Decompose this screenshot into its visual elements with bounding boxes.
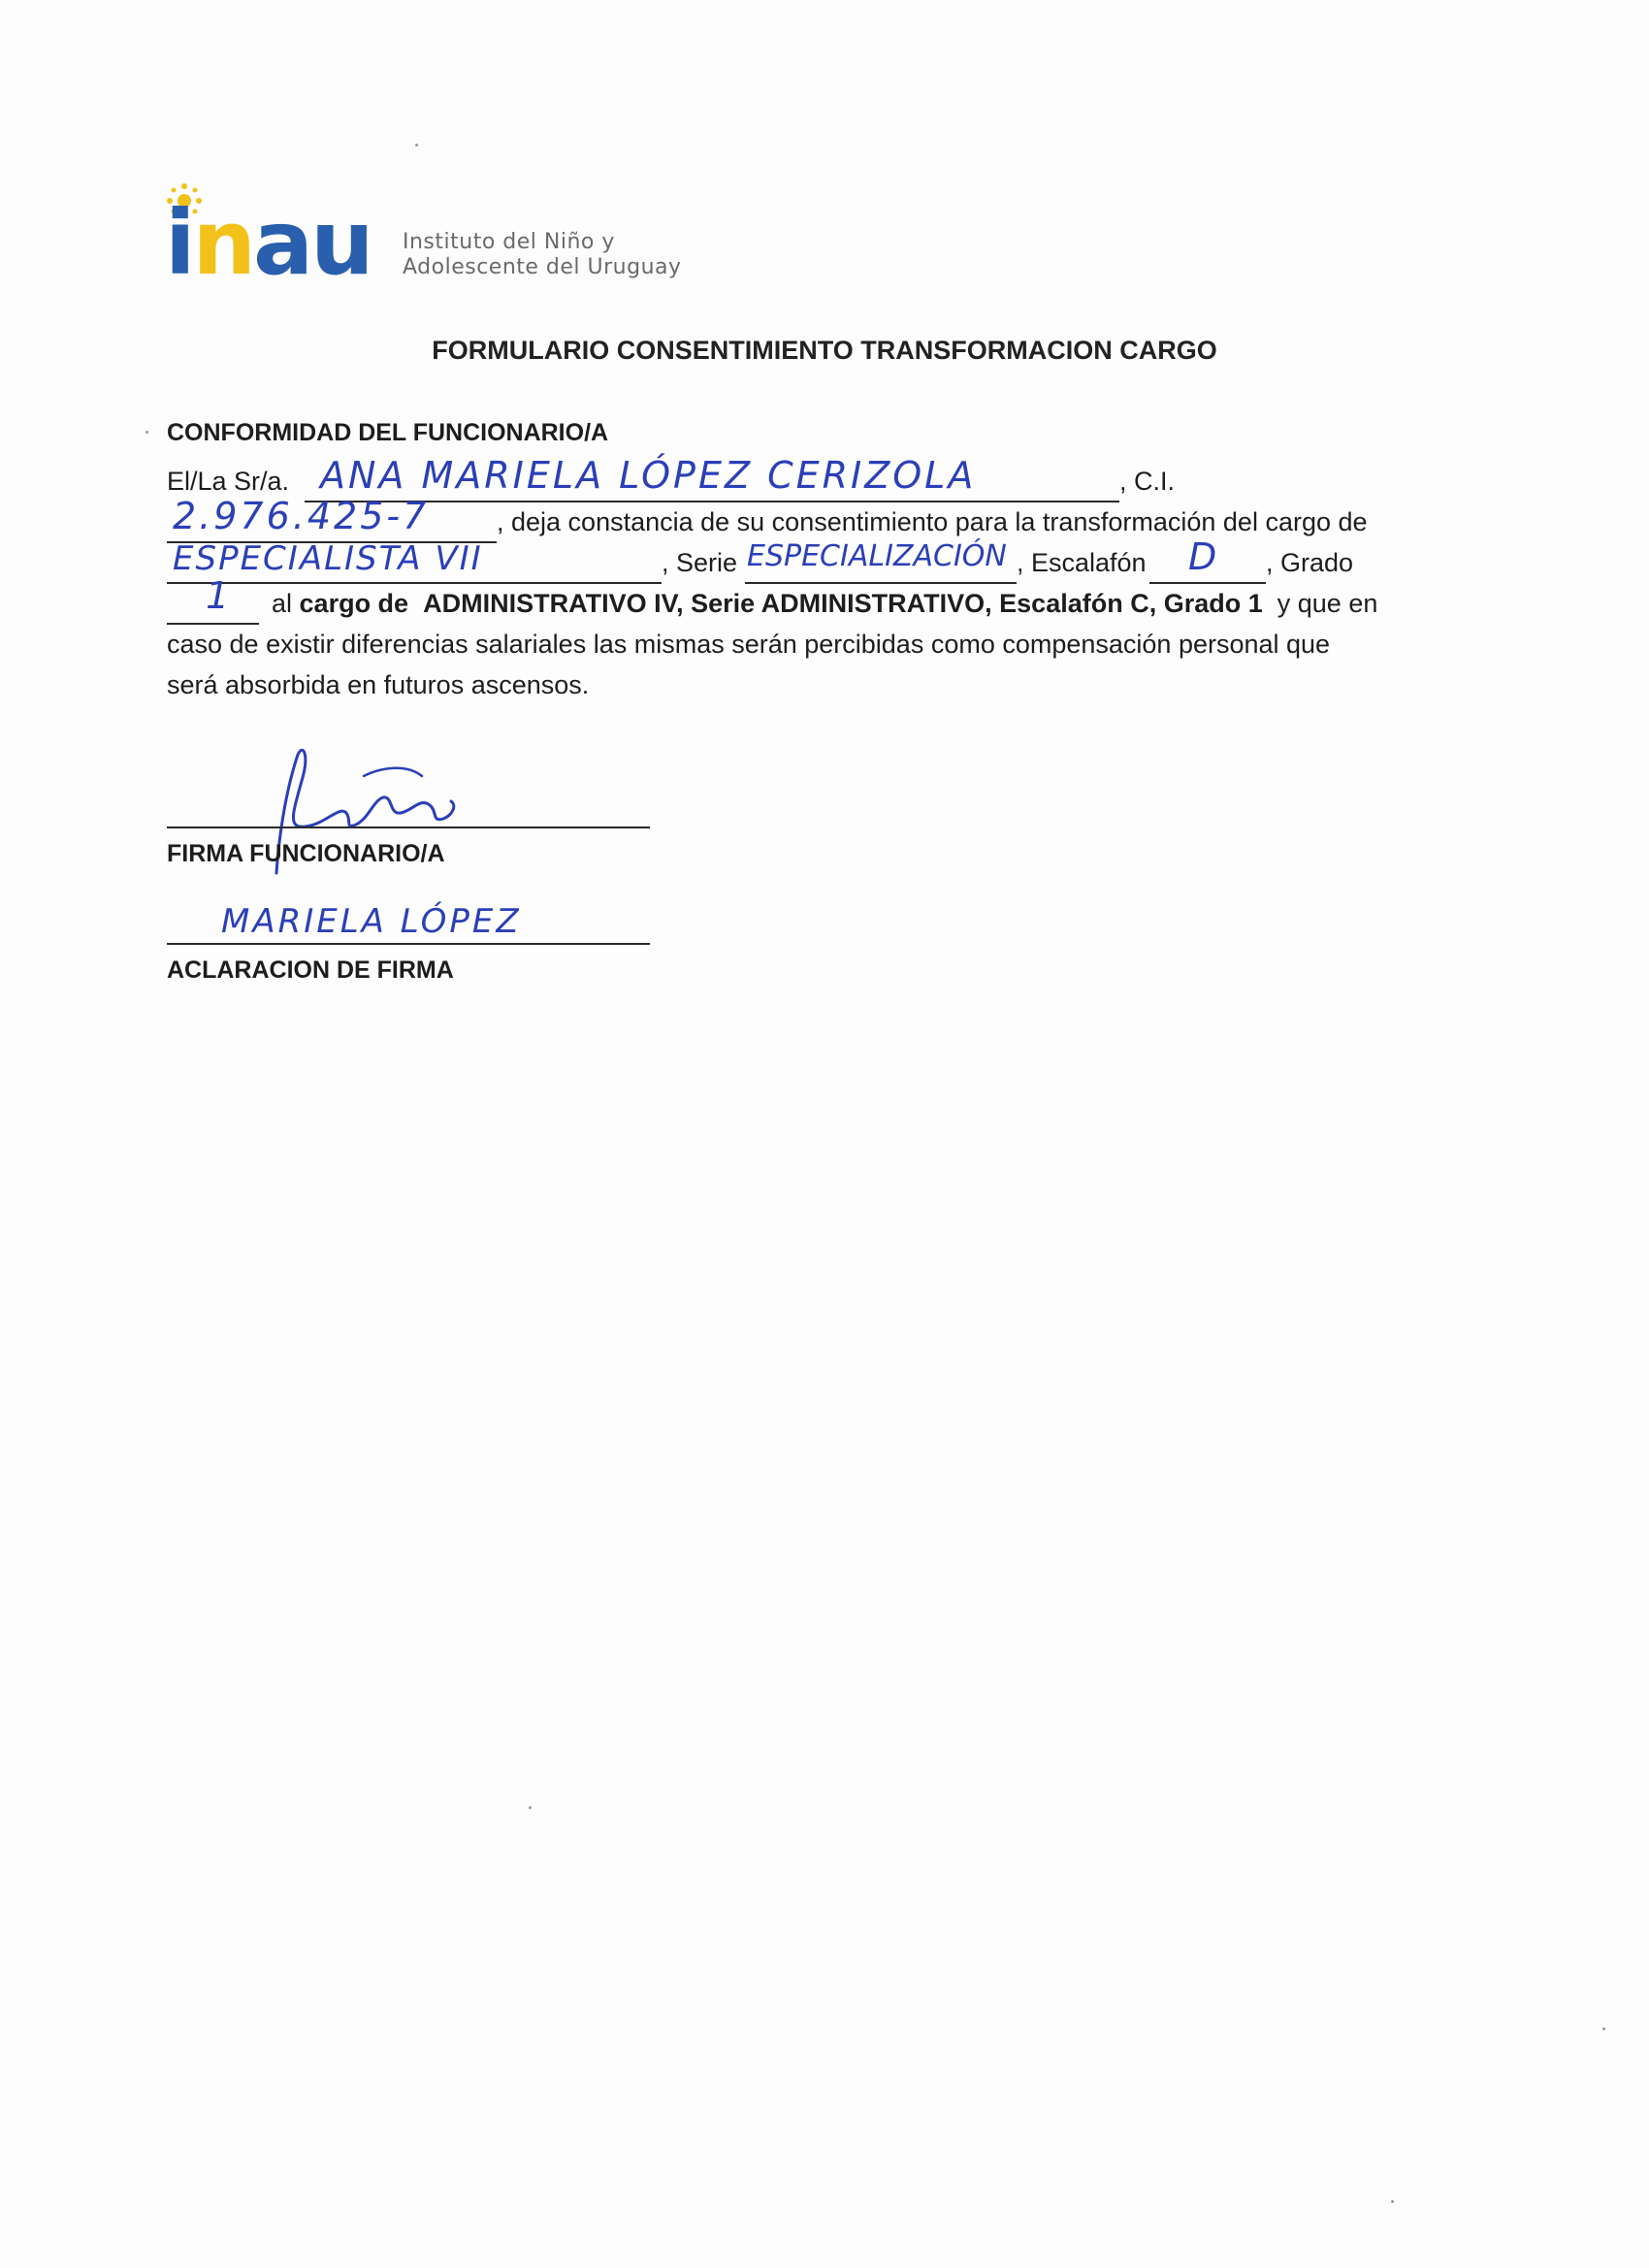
scan-speck	[415, 144, 418, 146]
body-text-line-6: será absorbida en futuros ascensos.	[167, 670, 590, 699]
escalafon-value: D	[1188, 535, 1220, 578]
body-text-line-5: caso de existir diferencias salariales las mismas serán percibidas como compensación personal que	[167, 630, 1331, 659]
scan-speck	[146, 431, 148, 434]
name-value: ANA MARIELA LÓPEZ CERIZOLA	[320, 454, 977, 497]
scan-speck	[1391, 2200, 1394, 2203]
section-heading: CONFORMIDAD DEL FUNCIONARIO/A	[167, 419, 609, 446]
cargo-value: ESPECIALISTA VII	[173, 539, 483, 578]
scan-speck	[529, 1806, 532, 1809]
target-cargo-sentence: al cargo de ADMINISTRATIVO IV, Serie ADMINISTRATIVO, Escalafón C, Grado 1 y que en	[272, 589, 1378, 618]
serie-label: , Serie	[662, 548, 738, 577]
serie-value: ESPECIALIZACIÓN	[747, 539, 1007, 573]
signature-line[interactable]	[167, 826, 650, 828]
scan-speck	[1602, 2027, 1605, 2030]
institution-line-2: Adolescente del Uruguay	[403, 255, 682, 279]
signature-label: FIRMA FUNCIONARIO/A	[167, 840, 445, 867]
aclaracion-line[interactable]	[167, 943, 650, 945]
escalafon-label: , Escalafón	[1017, 548, 1147, 577]
ci-value: 2.976.425-7	[173, 495, 430, 537]
aclaracion-label: ACLARACION DE FIRMA	[167, 956, 454, 984]
grado-value: 1	[206, 574, 233, 617]
grado-label: , Grado	[1266, 548, 1354, 577]
ci-label: , C.I.	[1119, 467, 1176, 496]
form-title: FORMULARIO CONSENTIMIENTO TRANSFORMACION CARGO	[432, 336, 1217, 365]
inau-logo	[165, 189, 747, 296]
consent-text: , deja constancia de su consentimiento para la transformación del cargo de	[497, 507, 1368, 536]
aclaracion-value: MARIELA LÓPEZ	[221, 902, 522, 941]
prefix-name-label: El/La Sr/a.	[167, 467, 290, 496]
institution-name	[403, 230, 682, 280]
institution-line-1: Instituto del Niño y	[403, 230, 615, 254]
logo-wordmark: inau	[165, 191, 372, 295]
